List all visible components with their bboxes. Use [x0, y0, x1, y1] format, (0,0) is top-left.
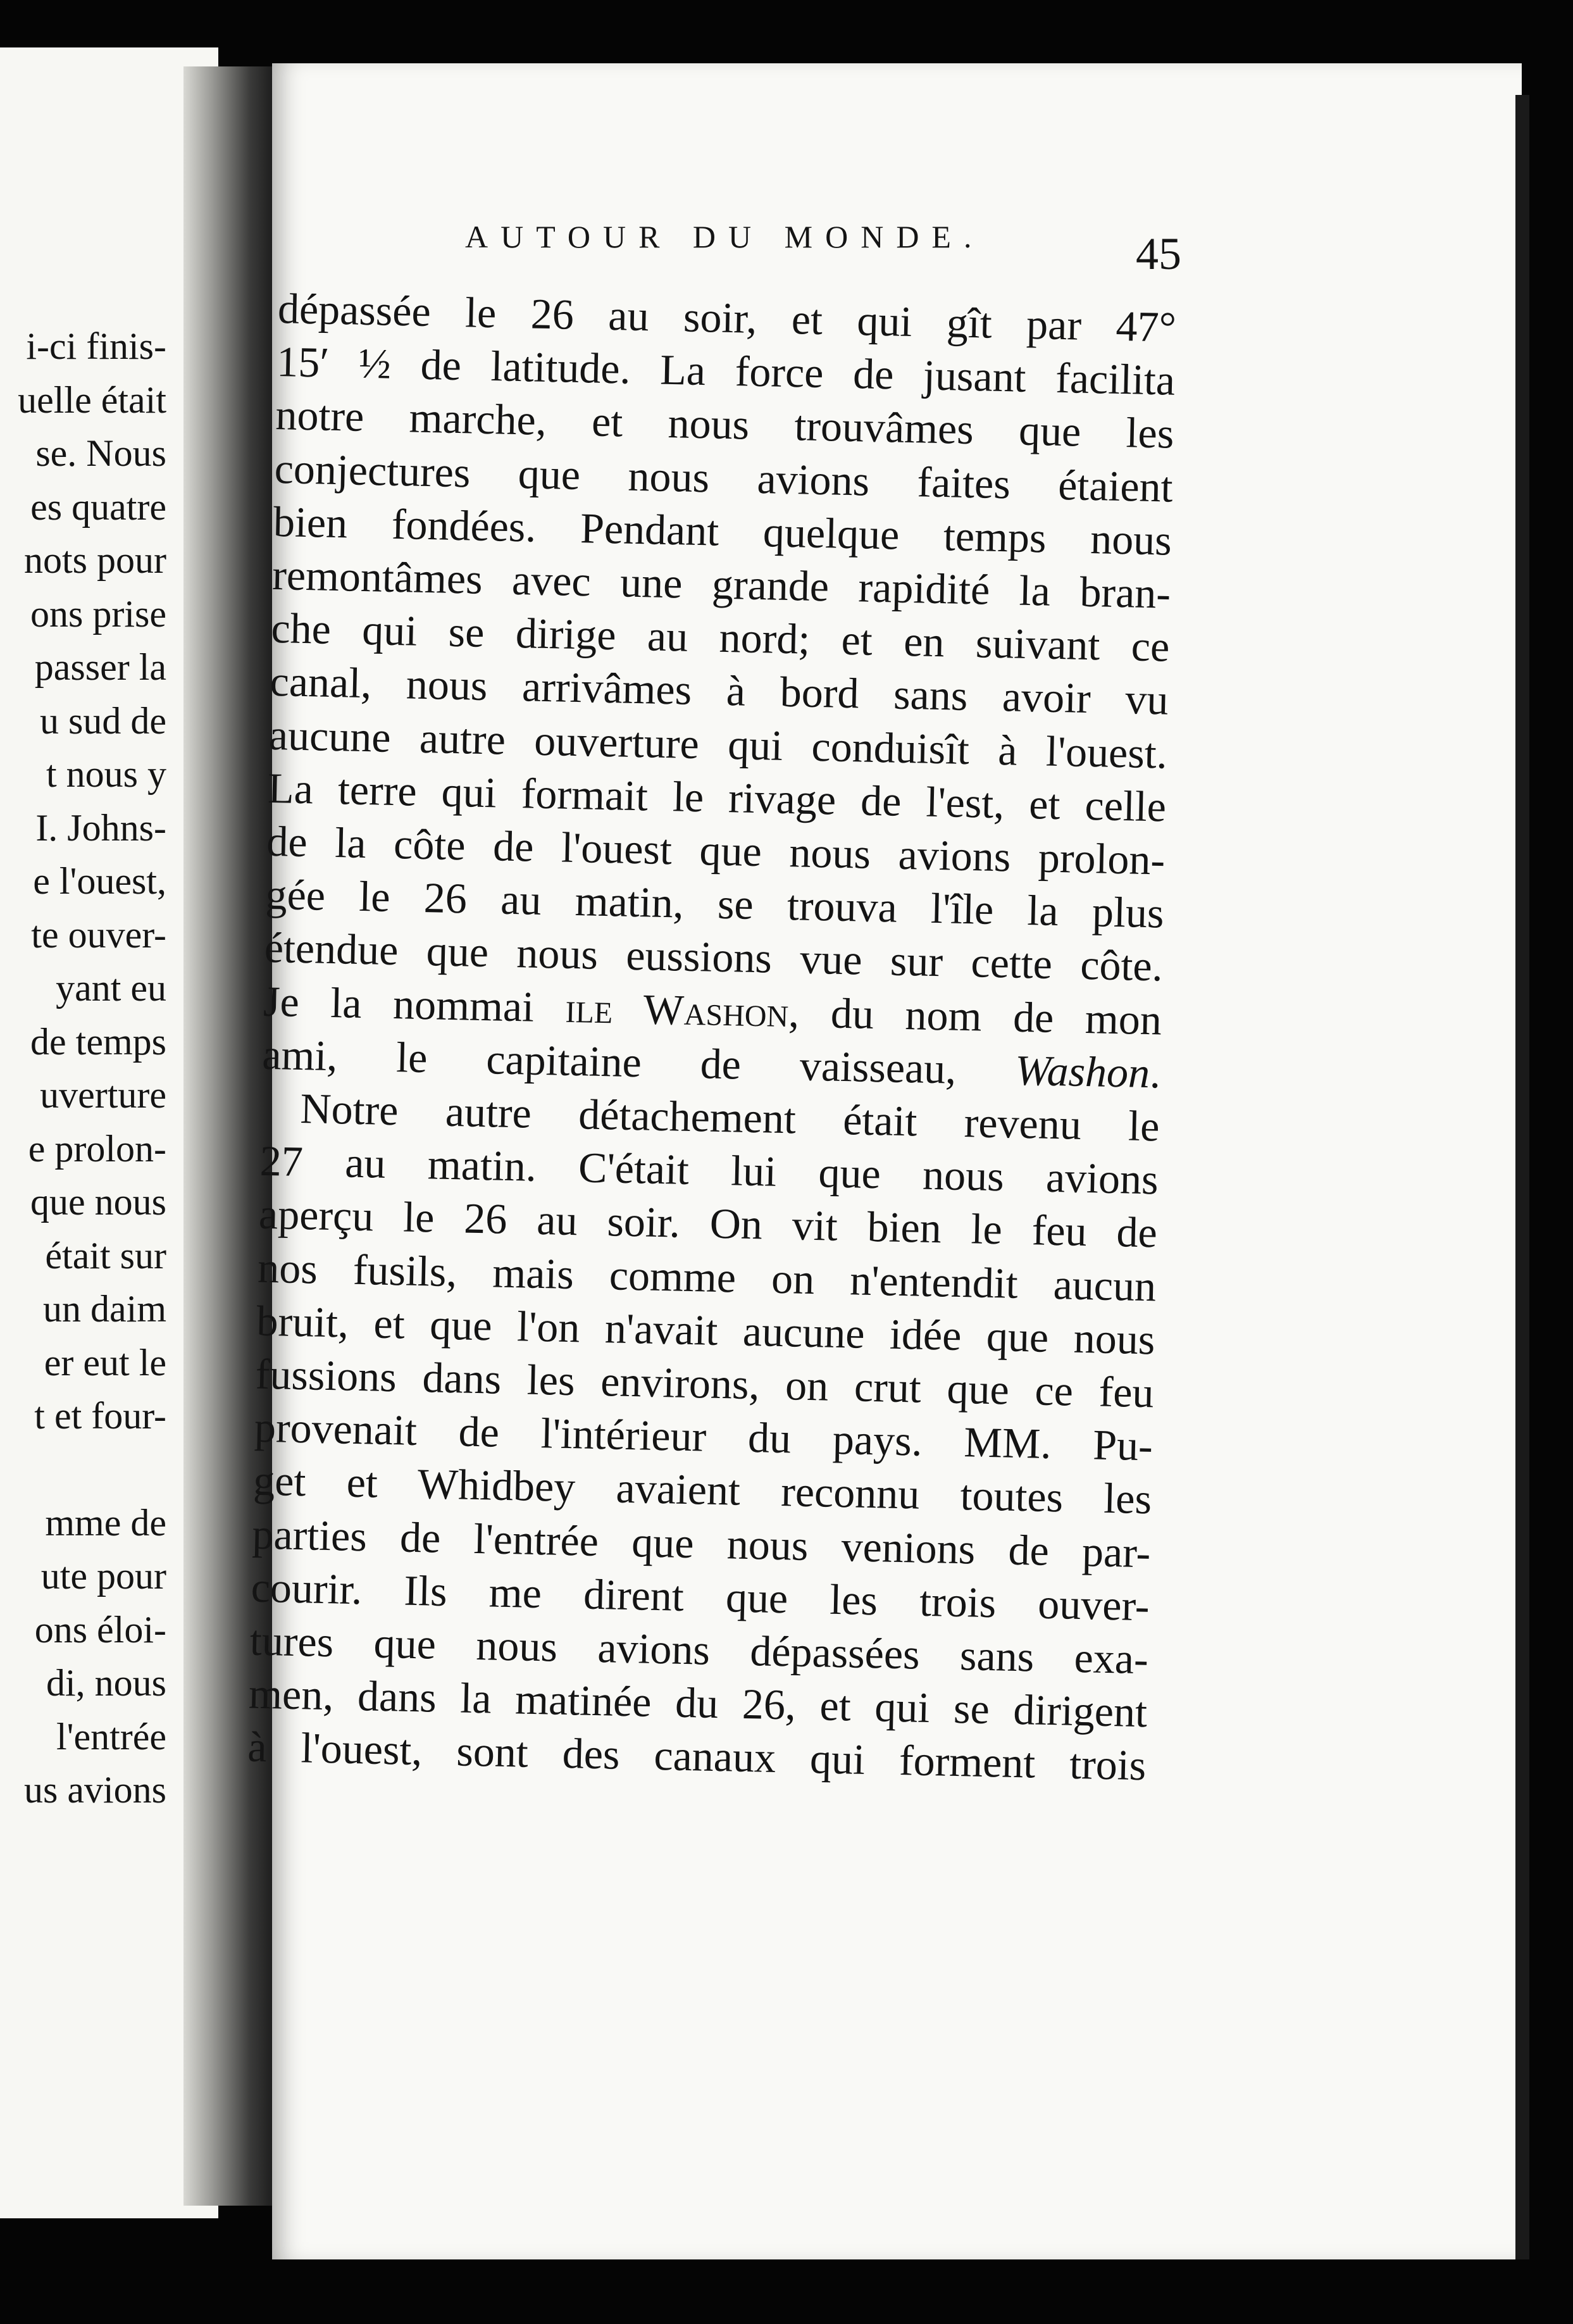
text-line: get et Whidbey avaient reconnu toutes les	[252, 1456, 1152, 1523]
text-line: fussions dans les environs, on crut que ce feu	[255, 1349, 1155, 1417]
text-line: notre marche, et nous trouvâmes que les	[275, 390, 1175, 458]
page-number: 45	[1136, 228, 1181, 279]
left-line: de temps	[30, 1020, 166, 1063]
left-line: di, nous	[46, 1662, 166, 1704]
text-line: étendue que nous eussions vue sur cette côte.	[264, 923, 1164, 990]
text-line: bien fondées. Pendant quelque temps nous	[273, 497, 1172, 565]
left-line: te ouver-	[31, 913, 166, 956]
left-line: un daim	[43, 1288, 166, 1330]
text-line: che qui se dirige au nord; et en suivant ce	[270, 604, 1171, 671]
text-line: aucune autre ouverture qui conduisît à l'ouest.	[268, 710, 1168, 778]
running-head: AUTOUR DU MONDE.	[465, 219, 985, 254]
text-line: courir. Ils me dirent que les trois ouver-	[251, 1563, 1150, 1630]
text-fragment: , du nom de mon	[788, 987, 1162, 1044]
text-line: conjectures que nous avions faites étaient	[274, 444, 1174, 511]
left-line: yant eu	[56, 967, 166, 1009]
text-line: 27 au matin. C'était lui que nous avions	[259, 1136, 1159, 1204]
text-line: de la côte de l'ouest que nous avions prolon-	[266, 816, 1166, 884]
text-line: provenait de l'intérieur du pays. MM. Pu-	[254, 1403, 1153, 1470]
left-line: se. Nous	[35, 432, 166, 474]
left-line: er eut le	[44, 1341, 166, 1384]
left-line: us avions	[24, 1769, 166, 1811]
text-line: parties de l'entrée que nous venions de par-	[251, 1509, 1152, 1577]
text-fragment: Je la nommai	[263, 977, 566, 1032]
island-name-small-caps: ile Washon	[564, 983, 790, 1036]
left-line: nots pour	[24, 539, 166, 581]
text-line: 15′ ½ de latitude. La force de jusant facilita	[276, 337, 1176, 404]
left-line: t et four-	[34, 1395, 166, 1437]
captain-name-italic: Washon	[1014, 1046, 1150, 1097]
left-line: que nous	[30, 1181, 166, 1223]
text-line: aperçu le 26 au soir. On vit bien le feu de	[258, 1190, 1158, 1257]
page-body-text	[247, 282, 1177, 1792]
text-line: à l'ouest, sont des canaux qui forment trois	[247, 1722, 1147, 1790]
left-line: e l'ouest,	[33, 860, 166, 902]
text-line: men, dans la matinée du 26, et qui se dirigent	[248, 1669, 1148, 1737]
text-line: tures que nous avions dépassées sans exa-	[249, 1616, 1149, 1684]
left-line-gap	[0, 1443, 166, 1496]
left-line: e prolon-	[28, 1127, 166, 1170]
text-line: nos fusils, mais comme on n'entendit aucun	[257, 1243, 1157, 1311]
text-line: canal, nous arrivâmes à bord sans avoir vu	[269, 657, 1169, 725]
left-line: ons éloi-	[34, 1608, 166, 1651]
left-line: i-ci finis-	[26, 325, 166, 367]
text-line: Notre autre détachement était revenu le	[299, 1084, 1160, 1151]
left-line: passer la	[34, 646, 166, 688]
text-fragment: ami, le capitaine de vaisseau,	[261, 1030, 1016, 1094]
left-line: es quatre	[30, 485, 166, 528]
text-line: dépassée le 26 au soir, et qui gît par 47°	[277, 284, 1177, 351]
left-line: ons prise	[30, 592, 166, 635]
left-line: uelle était	[18, 378, 166, 421]
text-line: La terre qui formait le rivage de l'est, et celle	[267, 763, 1167, 831]
text-line: bruit, et que l'on n'avait aucune idée que nous	[256, 1296, 1156, 1364]
left-line: u sud de	[40, 699, 166, 742]
page-edge	[1515, 95, 1529, 2259]
left-line: mme de	[45, 1501, 166, 1544]
left-line: était sur	[45, 1234, 166, 1277]
left-line: uverture	[40, 1074, 166, 1116]
text-line: remontâmes avec une grande rapidité la bran-	[271, 550, 1171, 618]
text-fragment: .	[1149, 1048, 1161, 1097]
text-line: gée le 26 au matin, se trouva l'île la plus	[264, 870, 1165, 937]
left-line: l'entrée	[56, 1715, 166, 1758]
left-page-text	[0, 320, 166, 1817]
left-line: t nous y	[46, 753, 166, 795]
left-line: I. Johns-	[35, 806, 166, 849]
left-line: ute pour	[40, 1555, 166, 1597]
